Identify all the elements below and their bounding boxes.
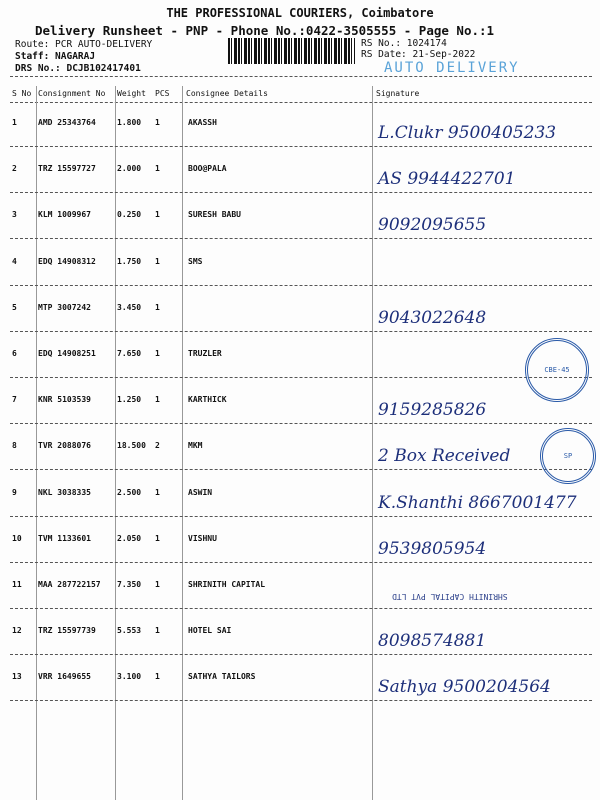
- cell-consignee: MKM: [188, 441, 203, 451]
- cell-weight: 2.000: [117, 164, 142, 174]
- col-consignee: Consignee Details: [186, 89, 268, 98]
- route: Route: PCR AUTO-DELIVERY: [15, 39, 153, 50]
- cell-sno: 13: [12, 672, 22, 682]
- cell-consignee: VISHNU: [188, 533, 217, 543]
- row-divider: [10, 469, 592, 470]
- cell-cons: KLM 1009967: [38, 210, 91, 220]
- cell-sno: 3: [12, 210, 17, 220]
- cell-weight: 18.500: [117, 441, 146, 451]
- row-divider: [10, 700, 592, 701]
- signature: 2 Box Received: [378, 446, 511, 467]
- row-divider: [10, 516, 592, 517]
- cell-pcs: 1: [155, 672, 160, 682]
- company-name: THE PROFESSIONAL COURIERS, Coimbatore: [166, 6, 434, 20]
- cell-pcs: 1: [155, 580, 160, 589]
- cell-cons: VRR 1649655: [38, 672, 91, 682]
- row-divider: [10, 562, 592, 563]
- cell-pcs: 1: [155, 302, 160, 312]
- row-divider: [10, 238, 592, 239]
- cell-pcs: 1: [155, 626, 160, 636]
- cell-sno: 6: [12, 349, 17, 358]
- cell-consignee: SATHYA TAILORS: [188, 672, 256, 682]
- col-pcs: PCS: [155, 89, 170, 98]
- cell-pcs: 1: [155, 256, 160, 266]
- cell-pcs: 1: [155, 349, 160, 358]
- row-divider: [10, 192, 592, 193]
- cell-sno: 5: [12, 302, 17, 312]
- cell-pcs: 1: [155, 210, 160, 220]
- cell-weight: 7.650: [117, 349, 142, 358]
- signature: 9539805954: [378, 538, 487, 559]
- cell-pcs: 1: [155, 395, 160, 405]
- cell-consignee: SURESH BABU: [188, 210, 241, 220]
- signature: 9092095655: [378, 215, 487, 236]
- cell-cons: MTP 3007242: [38, 302, 91, 312]
- cell-sno: 8: [12, 441, 17, 451]
- signature: 9043022648: [378, 307, 487, 328]
- stamp-text: CBE-45: [544, 366, 570, 374]
- cell-consignee: SHRINITH CAPITAL: [188, 580, 266, 589]
- cell-sno: 11: [12, 580, 22, 589]
- cell-consignee: TRUZLER: [188, 349, 222, 358]
- signature: K.Shanthi 8667001477: [378, 492, 577, 513]
- cell-sno: 10: [12, 533, 22, 543]
- rs-number: RS No.: 1024174: [361, 38, 447, 49]
- row-divider: [10, 285, 592, 286]
- row-divider: [10, 423, 592, 424]
- cell-consignee: AKASSH: [188, 118, 217, 127]
- cell-sno: 12: [12, 626, 22, 636]
- header-divider: [10, 102, 592, 103]
- cell-weight: 3.450: [117, 302, 142, 312]
- cell-consignee: HOTEL SAI: [188, 626, 232, 636]
- stamp-text: SP: [563, 452, 573, 460]
- cell-cons: TRZ 15597739: [38, 626, 96, 636]
- runsheet-subtitle: Delivery Runsheet - PNP - Phone No.:0422-3505555 - Page No.:1: [35, 23, 495, 38]
- cell-pcs: 1: [155, 533, 160, 543]
- cell-weight: 1.800: [117, 118, 142, 127]
- drs-number: DRS No.: DCJB102417401: [15, 63, 141, 74]
- company-stamp: SHRINITH CAPITAL PVT LTD: [392, 592, 508, 601]
- cell-sno: 4: [12, 256, 17, 266]
- cell-weight: 1.750: [117, 256, 142, 266]
- staff: Staff: NAGARAJ: [15, 51, 96, 62]
- col-consignment: Consignment No: [38, 89, 106, 98]
- signature: 9159285826: [378, 400, 487, 421]
- cell-consignee: SMS: [188, 256, 203, 266]
- cell-cons: KNR 5103539: [38, 395, 91, 405]
- cell-weight: 1.250: [117, 395, 142, 405]
- col-sno: S No: [12, 89, 32, 98]
- cell-cons: TVM 1133601: [38, 533, 91, 543]
- row-divider: [10, 654, 592, 655]
- cell-pcs: 1: [155, 118, 160, 127]
- cell-consignee: KARTHICK: [188, 395, 227, 405]
- signature: 8098574881: [378, 631, 487, 652]
- cell-consignee: ASWIN: [188, 487, 213, 497]
- signature: Sathya 9500204564: [378, 677, 551, 698]
- cell-cons: NKL 3038335: [38, 487, 91, 497]
- cell-pcs: 1: [155, 164, 160, 174]
- rs-date: RS Date: 21-Sep-2022: [361, 49, 476, 60]
- cell-cons: EDQ 14908312: [38, 256, 96, 266]
- col-weight: Weight: [117, 89, 146, 98]
- cell-sno: 7: [12, 395, 17, 405]
- row-divider: [10, 146, 592, 147]
- company-stamp: [525, 338, 589, 402]
- cell-weight: 0.250: [117, 210, 142, 220]
- cell-weight: 7.350: [117, 580, 142, 589]
- cell-weight: 2.050: [117, 533, 142, 543]
- cell-sno: 2: [12, 164, 17, 174]
- signature: AS 9944422701: [378, 169, 516, 190]
- cell-weight: 2.500: [117, 487, 142, 497]
- signature: L.Clukr 9500405233: [378, 123, 557, 143]
- cell-cons: EDQ 14908251: [38, 349, 96, 358]
- cell-weight: 5.553: [117, 626, 142, 636]
- barcode: [228, 38, 355, 64]
- cell-sno: 1: [12, 118, 17, 127]
- auto-delivery-stamp: AUTO DELIVERY: [384, 60, 520, 76]
- cell-consignee: BOO@PALA: [188, 164, 227, 174]
- col-signature: Signature: [376, 89, 420, 98]
- row-divider: [10, 377, 592, 378]
- cell-weight: 3.100: [117, 672, 142, 682]
- cell-cons: AMD 25343764: [38, 118, 96, 127]
- company-stamp: [540, 428, 596, 484]
- cell-cons: TVR 2088076: [38, 441, 91, 451]
- cell-cons: MAA 287722157: [38, 580, 101, 589]
- cell-cons: TRZ 15597727: [38, 164, 96, 174]
- cell-pcs: 1: [155, 487, 160, 497]
- header-divider: [10, 76, 592, 77]
- cell-pcs: 2: [155, 441, 160, 451]
- row-divider: [10, 331, 592, 332]
- row-divider: [10, 608, 592, 609]
- cell-sno: 9: [12, 487, 17, 497]
